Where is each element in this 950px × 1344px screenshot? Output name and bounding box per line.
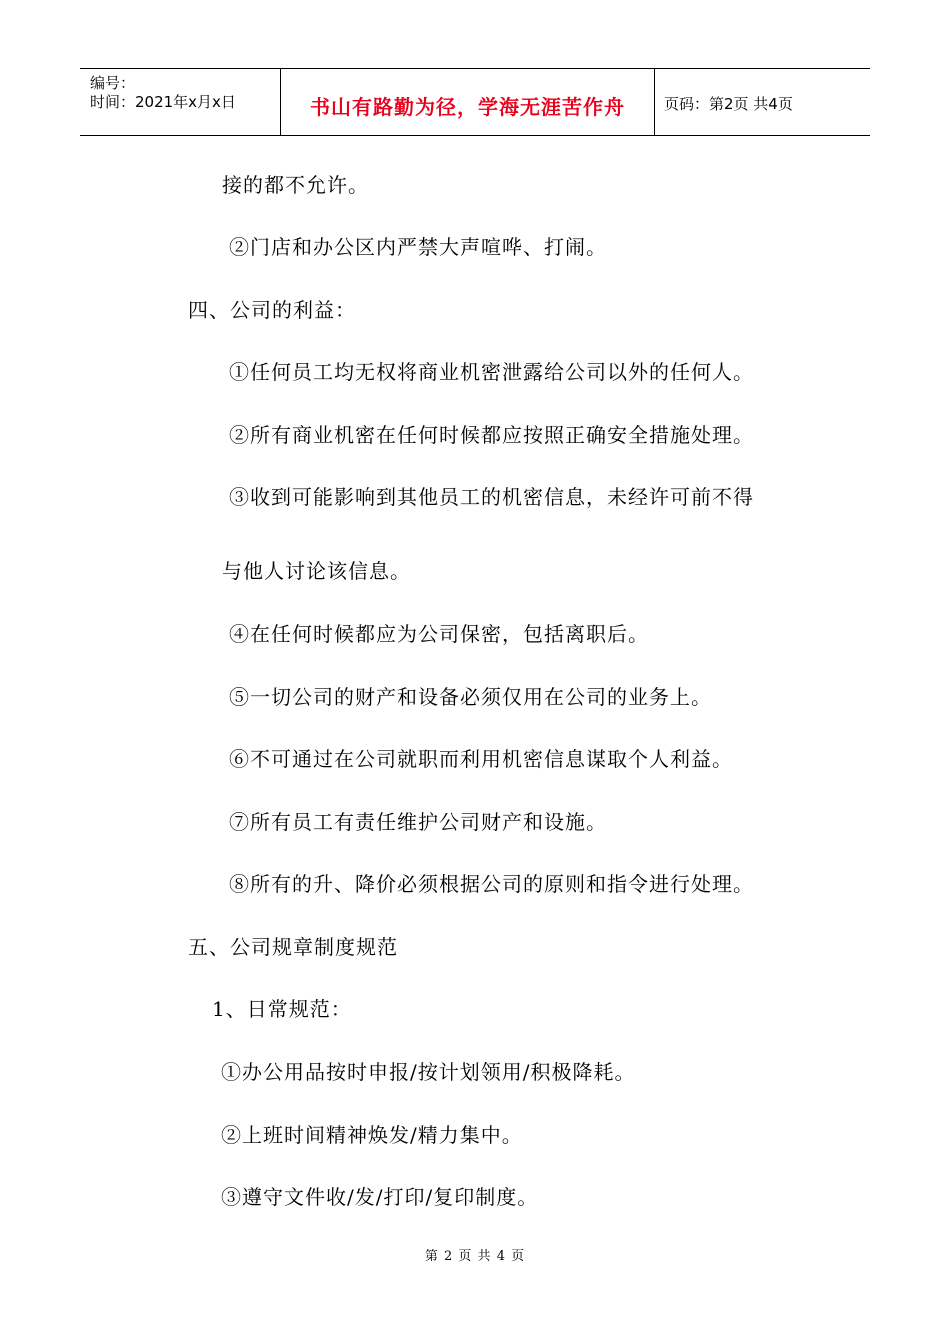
section-heading-5: 五、公司规章制度规范 (188, 935, 398, 959)
page-header (80, 68, 870, 136)
header-page-info: 页码：第2页 共4页 (664, 95, 793, 113)
body-line-item: ①任何员工均无权将商业机密泄露给公司以外的任何人。 (229, 360, 754, 384)
document-number-label: 编号： (90, 74, 136, 92)
body-line-item: ⑧所有的升、降价必须根据公司的原则和指令进行处理。 (229, 872, 754, 896)
header-left-cell (80, 69, 281, 135)
body-line-item: ③收到可能影响到其他员工的机密信息，未经许可前不得 (229, 485, 754, 509)
header-motto: 书山有路勤为径，学海无涯苦作舟 (310, 95, 625, 119)
body-line-item: ②所有商业机密在任何时候都应按照正确安全措施处理。 (229, 423, 754, 447)
section-heading-4: 四、公司的利益： (188, 298, 356, 322)
header-middle-cell (281, 69, 655, 135)
body-line-continuation: 接的都不允许。 (222, 173, 369, 197)
document-date-label: 时间：2021年x月x日 (90, 93, 236, 111)
body-line-continuation: 与他人讨论该信息。 (222, 559, 411, 583)
body-line-item: ②门店和办公区内严禁大声喧哗、打闹。 (229, 235, 607, 259)
body-line-item: ①办公用品按时申报/按计划领用/积极降耗。 (221, 1060, 636, 1084)
header-right-cell (655, 69, 870, 135)
subsection-heading: 1、日常规范： (212, 997, 352, 1021)
page-footer: 第 2 页 共 4 页 (424, 1249, 526, 1264)
body-line-item: ③遵守文件收/发/打印/复印制度。 (221, 1185, 539, 1209)
body-line-item: ⑦所有员工有责任维护公司财产和设施。 (229, 810, 607, 834)
body-line-item: ④在任何时候都应为公司保密，包括离职后。 (229, 622, 649, 646)
body-line-item: ⑤一切公司的财产和设备必须仅用在公司的业务上。 (229, 685, 712, 709)
body-line-item: ⑥不可通过在公司就职而利用机密信息谋取个人利益。 (229, 747, 733, 771)
body-line-item: ②上班时间精神焕发/精力集中。 (221, 1123, 523, 1147)
